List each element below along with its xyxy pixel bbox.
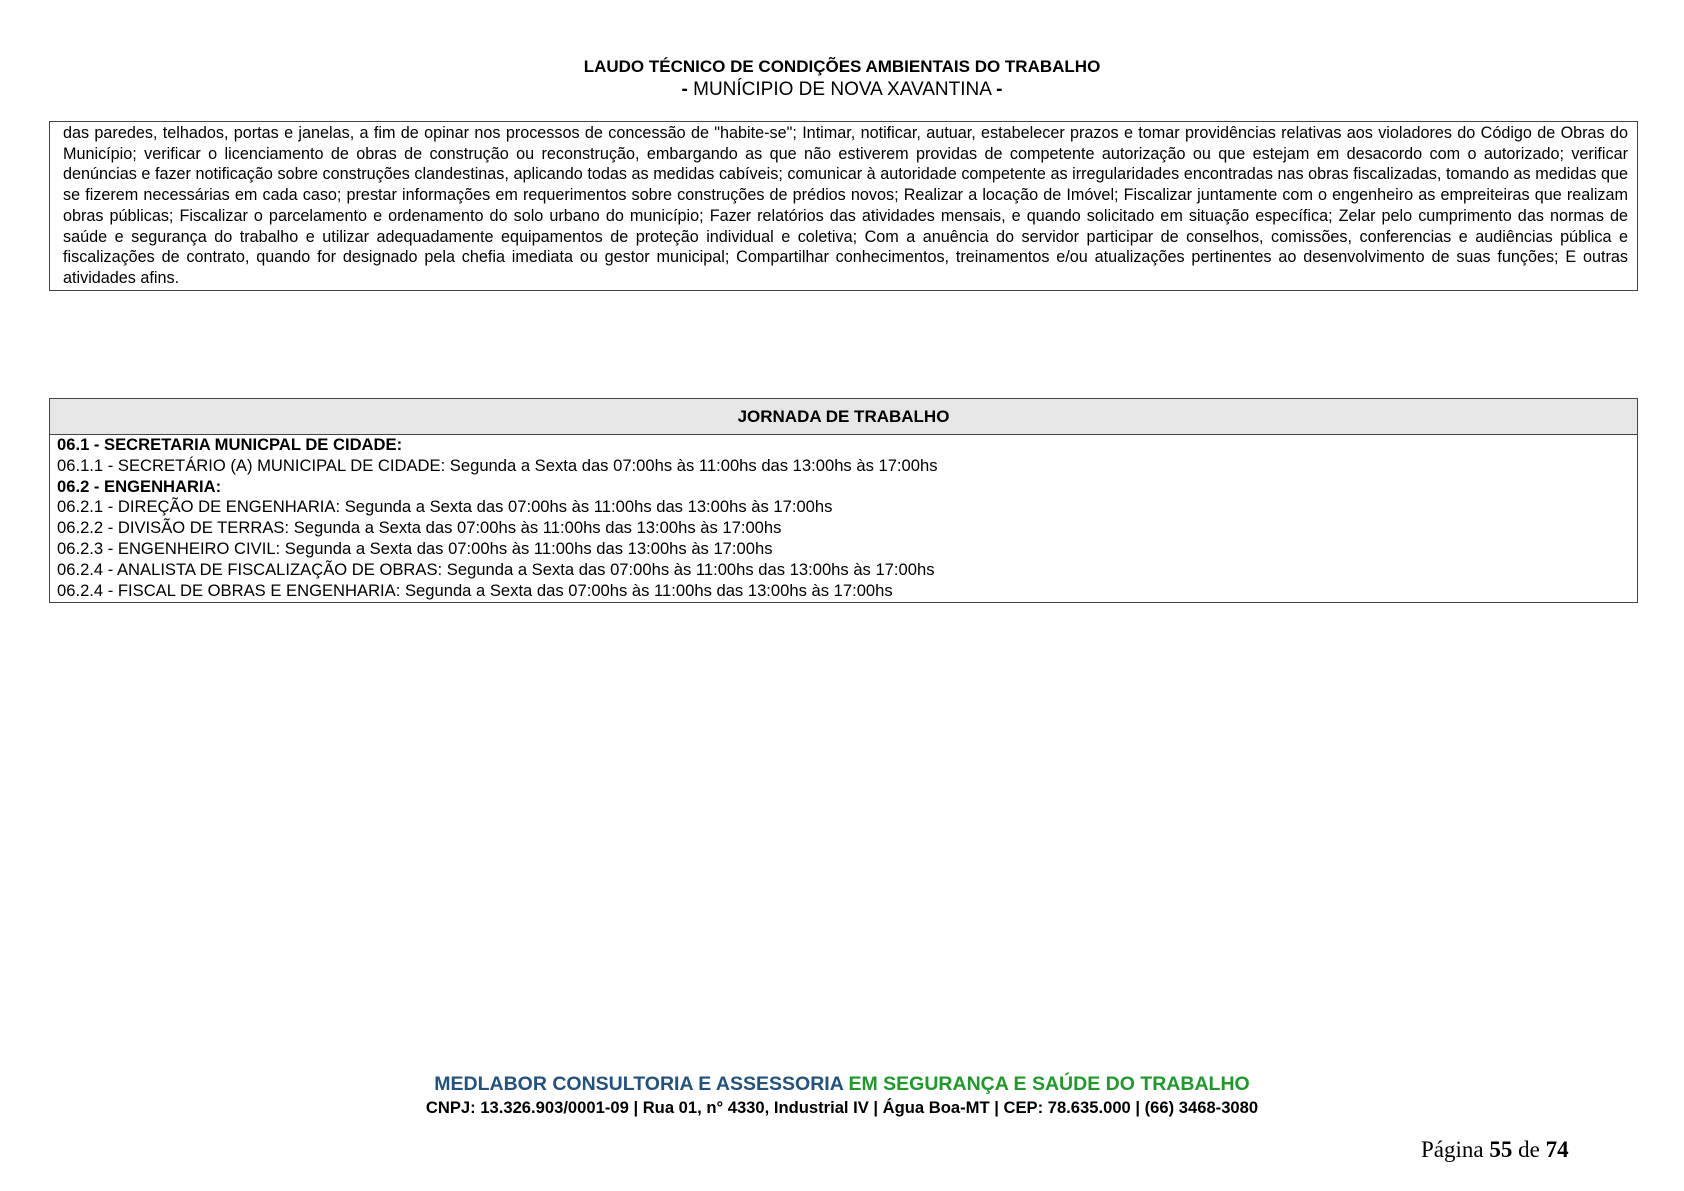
subtitle-dash-left: -	[681, 79, 688, 100]
page-footer	[0, 1072, 1684, 1118]
job-description-box	[49, 121, 1638, 291]
company-name-part1: MEDLABOR CONSULTORIA E ASSESSORIA	[434, 1073, 844, 1095]
page-total: 74	[1545, 1137, 1569, 1162]
schedule-line: 06.2.2 - DIVISÃO DE TERRAS: Segunda a Sexta das 07:00hs às 11:00hs das 13:00hs às 17:00hs	[57, 518, 782, 538]
schedule-line: 06.2.3 - ENGENHEIRO CIVIL: Segunda a Sexta das 07:00hs às 11:00hs das 13:00hs às 17:00hs	[57, 538, 773, 558]
work-schedule-heading: JORNADA DE TRABALHO	[50, 399, 1637, 435]
document-subtitle	[0, 78, 1684, 102]
work-schedule-table	[49, 398, 1638, 603]
schedule-line: 06.2.1 - DIREÇÃO DE ENGENHARIA: Segunda a Sexta das 07:00hs às 11:00hs das 13:00hs às 17:00hs	[57, 497, 833, 517]
work-schedule-body	[50, 435, 1637, 602]
document-title: LAUDO TÉCNICO DE CONDIÇÕES AMBIENTAIS DO TRABALHO	[583, 57, 1101, 76]
section-heading-secretaria: 06.1 - SECRETARIA MUNICPAL DE CIDADE:	[57, 435, 403, 454]
schedule-line: 06.2.4 - ANALISTA DE FISCALIZAÇÃO DE OBRAS: Segunda a Sexta das 07:00hs às 11:00hs das 13:00hs às 17:00hs	[57, 559, 935, 579]
schedule-line: 06.2.4 - FISCAL DE OBRAS E ENGENHARIA: Segunda a Sexta das 07:00hs às 11:00hs das 13:00hs às 17:00hs	[57, 580, 893, 600]
company-name	[0, 1072, 1684, 1096]
page-label: Página	[1421, 1137, 1484, 1162]
company-contact: CNPJ: 13.326.903/0001-09 | Rua 01, n° 4330, Industrial IV | Água Boa-MT | CEP: 78.635.000 | (66) 3468-3080	[425, 1098, 1259, 1117]
municipality-name: MUNÍCIPIO DE NOVA XAVANTINA	[693, 79, 991, 100]
document-header	[0, 56, 1684, 102]
company-name-part2: EM SEGURANÇA E SAÚDE DO TRABALHO	[848, 1073, 1250, 1095]
job-description-text: das paredes, telhados, portas e janelas, a fim de opinar nos processos de concessão de "habite-se"; Intimar, notificar, autuar, estabelecer prazos e tomar providências relativas aos violadores do Código de Obras do Município; verificar o licenciamento de obras de construção ou reconstrução, embargando as que não estiverem providas de competente autorização ou que estejam em desacordo com o autorizado; verificar denúncias e fazer notificação sobre construções clandestinas, aplicando todas as medidas cabíveis; comunicar à autoridade competente as irregularidades encontradas nas obras fiscalizadas, tomando as medidas que se fizerem necessárias em cada caso; prestar informações em requerimentos sobre construções de prédios novos; Realizar a locação de Imóvel; Fiscalizar juntamente com o engenheiro as empreiteiras que realizam obras públicas; Fiscalizar o parcelamento e ordenamento do solo urbano do município; Fazer relatórios das atividades mensais, e quando solicitado em situação específica; Zelar pelo cumprimento das normas de saúde e segurança do trabalho e utilizar adequadamente equipamentos de proteção individual e coletiva; Com a anuência do servidor participar de conselhos, comissões, conferencias e audiências pública e fiscalizações de contrato, quando for designado pela chefia imediata ou gestor municipal; Compartilhar conhecimentos, treinamentos e/ou atualizações pertinentes ao desenvolvimento de suas funções; E outras atividades afins.	[63, 124, 1628, 287]
page-number	[1421, 1136, 1569, 1164]
section-heading-engenharia: 06.2 - ENGENHARIA:	[57, 476, 222, 496]
schedule-line: 06.1.1 - SECRETÁRIO (A) MUNICIPAL DE CIDADE: Segunda a Sexta das 07:00hs às 11:00hs das 13:00hs às 17:00hs	[57, 455, 938, 475]
subtitle-dash-right: -	[996, 79, 1003, 100]
page-current: 55	[1489, 1137, 1513, 1162]
page-of: de	[1518, 1137, 1540, 1162]
